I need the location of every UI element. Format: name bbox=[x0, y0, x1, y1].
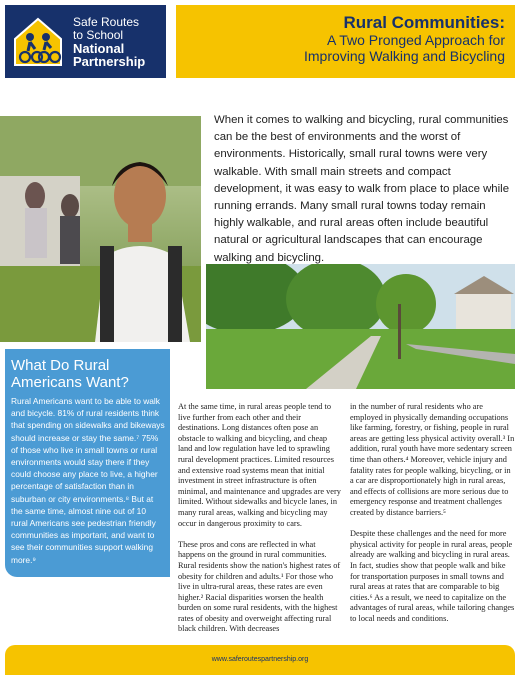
logo-line-4: Partnership bbox=[73, 53, 146, 69]
page-subtitle-line-1: A Two Pronged Approach for bbox=[327, 32, 505, 48]
logo-line-3: National bbox=[73, 40, 125, 56]
logo-line-1: Safe Routes bbox=[73, 14, 140, 29]
sidebar-callout bbox=[5, 349, 170, 577]
rural-street-photo bbox=[206, 264, 515, 389]
column-1-paragraph-1: At the same time, in rural areas people tend to live further from each other and their destinations. Long distances often pose an obstacle to walking and bicycling, and cheap land and low regulation have led to sprawling rural development practices. Limited resources and extensive road systems mean that initial investment in street infrastructure is often minimal, and maintenance and upgrades are very limited. Without sidewalks and bicycle lanes, in many rural areas, walking and bicycling may occur in dangerous proximity to cars. bbox=[178, 402, 341, 528]
rural-street-illustration bbox=[206, 264, 515, 389]
body-column-2 bbox=[350, 402, 515, 635]
sidebar-heading: What Do Rural Americans Want? bbox=[11, 357, 129, 391]
intro-paragraph: When it comes to walking and bicycling, rural communities can be the best of environments and the worst of environments. Historically, small rural towns were very walkable. With small main streets and compact development, it was easy to walk from place to place while running errands. Many small rural towns today remain highly walkable, and rural areas often include beautiful natural or agricultural landscapes that can encourage walking and bicycling. bbox=[214, 114, 510, 264]
school-crossing-sign-icon bbox=[13, 17, 63, 67]
sidebar-body: Rural Americans want to be able to walk and bicycle. 81% of rural residents think that spending on sidewalks and bikeways should increase or stay the same.⁷ 75% of those who live in small towns or rural environments would stay there if they could choose any place to live, a higher percentage of satisfaction than in suburban or city environments.⁸ But at the same time, almost nine out of 10 rural Americans see pedestrian friendly communities as important, and want to see their communities support walking more.⁹ bbox=[11, 396, 165, 565]
title-banner bbox=[176, 5, 515, 78]
page-subtitle-line-2: Improving Walking and Bicycling bbox=[303, 48, 505, 64]
logo bbox=[5, 5, 166, 78]
page-title: Rural Communities: bbox=[343, 13, 505, 32]
footer-bar bbox=[5, 645, 515, 675]
column-1-paragraph-2: These pros and cons are reflected in what happens on the ground in rural communities. Rural residents show the nation's highest rates of obesity for children and adults.¹ For those who live in ultra-rural areas, these rates are even higher.² Racial disparities worsen the health burden on some rural residents, with the highest rates of obesity and overweight affecting rural black children. With decreases bbox=[178, 539, 341, 634]
footer-url-link[interactable]: www.saferoutespartnership.org bbox=[211, 656, 309, 663]
column-2-paragraph-1: in the number of rural residents who are employed in physically demanding occupations like farming, forestry, or fishing, people in rural areas are getting less physical activity overall.³ In addition, rural youth have more sedentary screen time than others.⁴ Moreover, vehicle injury and fatality rates for people walking, bicycling, or in a car are disproportionately high in rural areas, and effects of collisions are more serious due to emergency response and treatment challenges created by distance barriers.⁵ bbox=[350, 402, 515, 517]
logo-line-2: to School bbox=[73, 27, 124, 42]
body-column-1 bbox=[178, 402, 343, 646]
student-photo bbox=[0, 116, 201, 342]
logo-text bbox=[73, 16, 145, 68]
student-photo-illustration bbox=[0, 116, 201, 342]
column-2-paragraph-2: Despite these challenges and the need for more physical activity for people in rural areas, people already are walking and bicycling in rural areas. In fact, studies show that people walk and bike for transportation purposes in small towns and rural areas at rates that are comparable to big cities.⁶ As a result, we need to capitalize on the advantages of rural areas, while tailoring changes to local needs and conditions. bbox=[350, 529, 515, 623]
